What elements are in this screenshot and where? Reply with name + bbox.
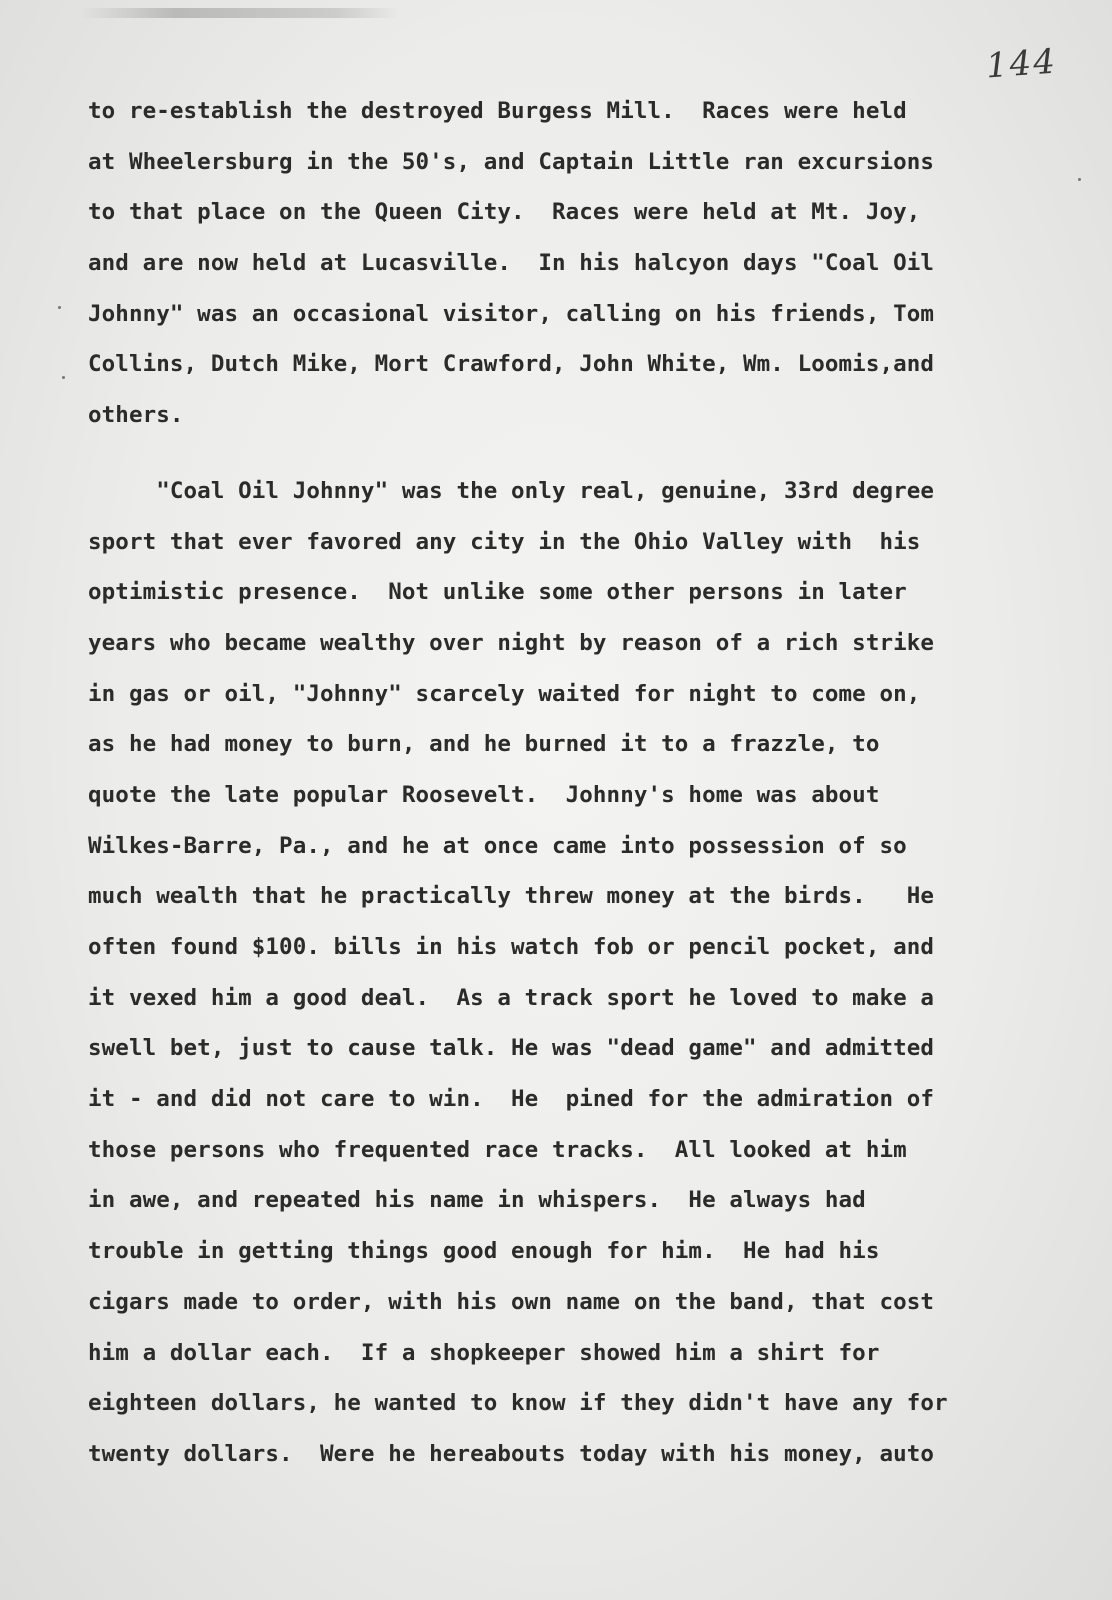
paper-speck [58, 306, 61, 309]
text-line: "Coal Oil Johnny" was the only real, genuine, 33rd degree [88, 477, 935, 504]
text-line: it - and did not care to win. He pined for the admiration of [88, 1086, 935, 1113]
text-line: as he had money to burn, and he burned it to a frazzle, to [88, 731, 880, 758]
text-line: those persons who frequented race tracks. All looked at him [88, 1136, 907, 1163]
text-line: twenty dollars. Were he hereabouts today with his money, auto [88, 1440, 935, 1467]
text-line: others. [88, 402, 184, 429]
text-line: often found $100. bills in his watch fob or pencil pocket, and [88, 934, 935, 960]
text-line: it vexed him a good deal. As a track sport he loved to make a [88, 984, 935, 1011]
text-line: trouble in getting things good enough for him. He had his [88, 1238, 880, 1265]
text-line: cigars made to order, with his own name on the band, that cost [88, 1288, 935, 1315]
text-line: at Wheelersburg in the 50's, and Captain Little ran excursions [88, 148, 935, 175]
text-line: in gas or oil, "Johnny" scarcely waited for night to come on, [88, 680, 921, 707]
text-line: eighteen dollars, he wanted to know if they didn't have any for [88, 1390, 948, 1417]
handwritten-page-number: 144 [984, 41, 1059, 87]
body-text [88, 86, 1088, 1480]
text-line: optimistic presence. Not unlike some other persons in later [88, 579, 907, 606]
text-line: years who became wealthy over night by reason of a rich strike [88, 629, 935, 656]
paragraph [88, 466, 1088, 1480]
paragraph [88, 86, 1088, 441]
text-line: Collins, Dutch Mike, Mort Crawford, John White, Wm. Loomis,and [88, 351, 935, 378]
text-line: Johnny" was an occasional visitor, calling on his friends, Tom [88, 300, 935, 327]
text-line: to re-establish the destroyed Burgess Mill. Races were held [88, 98, 907, 124]
paragraph-gap [88, 441, 1088, 466]
text-line: to that place on the Queen City. Races were held at Mt. Joy, [88, 199, 921, 226]
text-line: and are now held at Lucasville. In his halcyon days "Coal Oil [88, 250, 935, 277]
text-line: Wilkes-Barre, Pa., and he at once came into possession of so [88, 832, 907, 859]
text-line: quote the late popular Roosevelt. Johnny's home was about [88, 781, 880, 808]
paper-speck [62, 376, 65, 379]
text-line: him a dollar each. If a shopkeeper showed him a shirt for [88, 1339, 880, 1366]
text-line: in awe, and repeated his name in whispers. He always had [88, 1187, 866, 1214]
text-line: sport that ever favored any city in the Ohio Valley with his [88, 528, 921, 555]
text-line: much wealth that he practically threw money at the birds. He [88, 883, 935, 910]
text-line: swell bet, just to cause talk. He was "dead game" and admitted [88, 1035, 935, 1062]
paper-edge-shadow [80, 8, 400, 18]
